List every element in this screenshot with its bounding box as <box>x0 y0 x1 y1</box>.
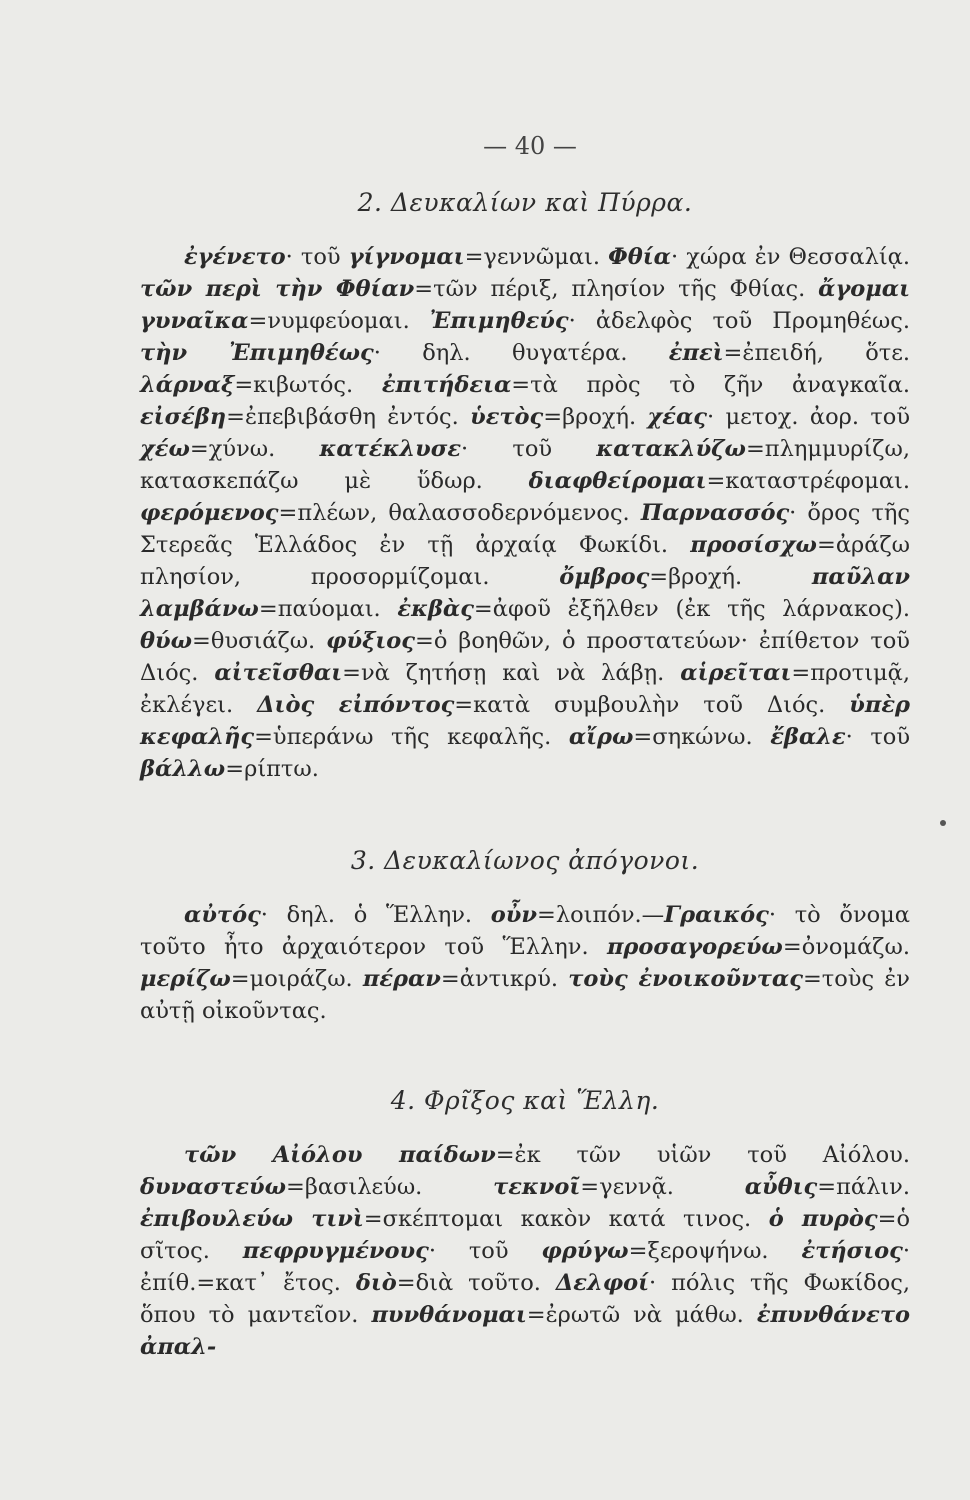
glossary-definition: =παύομαι. <box>258 596 398 622</box>
glossary-definition: · πόλις τῆς Φωκίδος, ὅπου τὸ μαντεῖον. <box>140 1270 910 1328</box>
glossary-definition: =βροχή. <box>543 404 648 430</box>
glossary-definition: =ἀφοῦ ἐξῆλθεν (ἐκ τῆς λάρνακος). <box>473 596 910 622</box>
glossary-definition: =πάλιν. <box>817 1174 911 1200</box>
glossary-term: τὴν Ἐπιμηθέως <box>140 340 374 366</box>
glossary-term: προσίσχω <box>690 532 817 558</box>
glossary-term: Γραικός <box>664 902 769 928</box>
glossary-term: λάρναξ <box>140 372 235 398</box>
glossary-term: ἐπιτήδεια <box>381 372 512 398</box>
glossary-term: αἴρω <box>568 724 634 750</box>
glossary-term: Παρνασσός <box>640 500 790 526</box>
glossary-term: χέας <box>647 404 707 430</box>
glossary-definition: =ἐπεβιβάσθη ἐντός. <box>226 404 471 430</box>
glossary-definition: =ἀντικρύ. <box>440 966 569 992</box>
glossary-term: ἄγομαι γυναῖκα <box>140 276 910 334</box>
glossary-definition: =νὰ ζητήσῃ καὶ νὰ λάβῃ. <box>342 660 681 686</box>
glossary-paragraph <box>140 241 910 785</box>
glossary-term: αἱρεῖται <box>680 660 792 686</box>
glossary-definition: · ὄρος τῆς Στερεᾶς Ἑλλάδος ἐν τῇ ἀρχαίᾳ Φωκίδι. <box>140 500 910 558</box>
glossary-definition: =ὁ βοηθῶν, ὁ προστατεύων· ἐπίθετον τοῦ Διός. <box>140 628 910 686</box>
glossary-term: ὁ πυρὸς <box>768 1206 878 1232</box>
margin-dot <box>940 820 946 826</box>
glossary-definition: =ἐρωτῶ νὰ μάθω. <box>526 1302 757 1328</box>
glossary-definition: =χύνω. <box>189 436 320 462</box>
glossary-definition: =μοιράζω. <box>230 966 363 992</box>
glossary-term: Διὸς εἰπόντος <box>257 692 455 718</box>
glossary-definition: =ρίπτω. <box>225 756 319 782</box>
glossary-definition: · τοῦ <box>428 1238 542 1264</box>
glossary-term: αὖθις <box>744 1174 818 1200</box>
glossary-definition: · τοῦ <box>845 724 910 750</box>
glossary-definition: =κατὰ συμβουλὴν τοῦ Διός. <box>454 692 850 718</box>
glossary-definition: · μετοχ. ἀορ. τοῦ <box>707 404 911 430</box>
glossary-term: ὑετὸς <box>470 404 544 430</box>
glossary-term: πέραν <box>362 966 441 992</box>
glossary-definition: · ἐπίθ.=κατ᾽ ἔτος. <box>140 1238 910 1296</box>
glossary-term: Δελφοί <box>555 1270 650 1296</box>
glossary-definition: =διὰ τοῦτο. <box>396 1270 556 1296</box>
glossary-definition: =ξεροψήνω. <box>628 1238 802 1264</box>
glossary-definition: =ὀνομάζω. <box>782 934 910 960</box>
glossary-definition: =τοὺς ἐν αὐτῇ οἰκοῦντας. <box>140 966 910 1024</box>
glossary-term: βάλλω <box>140 756 226 782</box>
section-phrixos-helle <box>140 1086 910 1363</box>
glossary-term: διαφθείρομαι <box>528 468 707 494</box>
section-heading: 2. Δευκαλίων καὶ Πύρρα. <box>357 188 693 217</box>
glossary-definition: · τὸ ὄνομα τοῦτο ἦτο ἀρχαιότερον τοῦ Ἕλλην. <box>140 902 910 960</box>
glossary-term: διὸ <box>355 1270 397 1296</box>
glossary-term: Φθία <box>608 244 671 270</box>
glossary-term: θύω <box>140 628 193 654</box>
glossary-term: φερόμενος <box>140 500 279 526</box>
glossary-definition: =τὰ πρὸς τὸ ζῆν ἀναγκαῖα. <box>511 372 910 398</box>
glossary-term: μερίζω <box>140 966 231 992</box>
section-deukalion-descendants <box>140 846 910 1027</box>
glossary-definition: · ἀδελφὸς τοῦ Προμηθέως. <box>568 308 910 334</box>
glossary-term: αἰτεῖσθαι <box>214 660 343 686</box>
glossary-term: προσαγορεύω <box>606 934 783 960</box>
glossary-term: ἐγένετο <box>184 244 286 270</box>
glossary-definition: =καταστρέφομαι. <box>706 468 910 494</box>
glossary-definition: · δηλ. θυγατέρα. <box>373 340 669 366</box>
glossary-term: οὖν <box>490 902 538 928</box>
glossary-term: κατακλύζω <box>596 436 746 462</box>
glossary-term: ἐκβὰς <box>397 596 474 622</box>
glossary-definition: =ὑπεράνω τῆς κεφαλῆς. <box>254 724 569 750</box>
glossary-definition: =γεννῶμαι. <box>464 244 609 270</box>
glossary-definition: =ἐκ τῶν υἱῶν τοῦ Αἰόλου. <box>495 1142 910 1168</box>
glossary-definition: =πλέων, θαλασσοδερνόμενος. <box>278 500 641 526</box>
glossary-definition: =λοιπόν.— <box>537 902 665 928</box>
page-number: — 40 — <box>483 132 577 160</box>
glossary-definition: =νυμφεύομαι. <box>248 308 430 334</box>
glossary-term: πυνθάνομαι <box>371 1302 527 1328</box>
glossary-term: ἐπεὶ <box>668 340 724 366</box>
section-deukalion-pyrrha <box>140 188 910 785</box>
glossary-definition: =τῶν πέριξ, πλησίον τῆς Φθίας. <box>414 276 819 302</box>
glossary-term: τῶν Αἰόλου παίδων <box>184 1142 496 1168</box>
glossary-term: τῶν περὶ τὴν Φθίαν <box>140 276 415 302</box>
section-heading: 4. Φρῖξος καὶ Ἕλλη. <box>390 1086 660 1115</box>
glossary-term: Ἐπιμηθεύς <box>429 308 569 334</box>
glossary-term: τοὺς ἐνοικοῦντας <box>568 966 803 992</box>
glossary-definition: =κιβωτός. <box>234 372 382 398</box>
glossary-term: δυναστεύω <box>140 1174 286 1200</box>
glossary-definition: =ἀράζω πλησίον, προσορμίζομαι. <box>140 532 910 590</box>
glossary-definition: · τοῦ <box>285 244 349 270</box>
glossary-definition: =σηκώνω. <box>633 724 771 750</box>
glossary-term: ὄμβρος <box>559 564 650 590</box>
glossary-term: αὐτός <box>184 902 261 928</box>
glossary-term: πεφρυγμένους <box>242 1238 429 1264</box>
glossary-definition: =σκέπτομαι κακὸν κατά τινος. <box>363 1206 769 1232</box>
glossary-term: ἐτήσιος <box>801 1238 903 1264</box>
glossary-definition: · χώρα ἐν Θεσσαλίᾳ. <box>670 244 910 270</box>
glossary-paragraph <box>140 899 910 1027</box>
glossary-definition: · τοῦ <box>461 436 597 462</box>
glossary-term: γίγνομαι <box>348 244 465 270</box>
glossary-definition: · δηλ. ὁ Ἕλλην. <box>260 902 491 928</box>
glossary-term: ὑπὲρ κεφαλῆς <box>140 692 910 750</box>
glossary-term: εἰσέβη <box>140 404 227 430</box>
glossary-term: τεκνοῖ <box>493 1174 581 1200</box>
glossary-definition: =πλημμυρίζω, κατασκεπάζω μὲ ὕδωρ. <box>140 436 910 494</box>
glossary-definition: =γεννᾷ. <box>580 1174 745 1200</box>
glossary-term: παῦλαν λαμβάνω <box>140 564 911 622</box>
glossary-term: κατέκλυσε <box>319 436 461 462</box>
section-heading: 3. Δευκαλίωνος ἀπόγονοι. <box>350 846 700 875</box>
glossary-term: ἔβαλε <box>770 724 846 750</box>
glossary-definition: =ἐπειδή, ὅτε. <box>723 340 910 366</box>
glossary-paragraph <box>140 1139 910 1363</box>
glossary-term: χέω <box>140 436 190 462</box>
glossary-term: φρύγω <box>541 1238 629 1264</box>
glossary-term: φύξιος <box>326 628 415 654</box>
glossary-term: ἐπιβουλεύω τινὶ <box>140 1206 364 1232</box>
glossary-definition: =προτιμᾷ, ἐκλέγει. <box>140 660 910 718</box>
glossary-definition: =βασιλεύω. <box>286 1174 494 1200</box>
glossary-term: ἐπυνθάνετο ἀπαλ- <box>140 1302 910 1360</box>
glossary-definition: =θυσιάζω. <box>192 628 327 654</box>
glossary-definition: =ὁ σῖτος. <box>140 1206 911 1264</box>
glossary-definition: =βροχή. <box>649 564 812 590</box>
